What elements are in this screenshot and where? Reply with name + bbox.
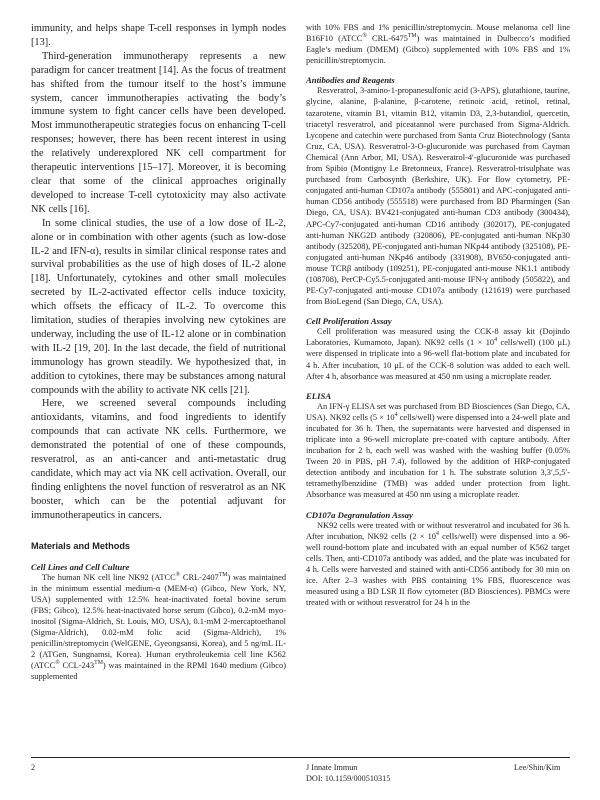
footer-rule [31,757,570,758]
running-authors: Lee/Shin/Kim [514,763,561,772]
paragraph-antibodies: Resveratrol, 3-amino-1-propanesulfonic acid (3-APS), glutathione, taurine, glycine, alanine, β-alanine, β-carotene, retinoic acid, retinol, retinal, tazarotene, vitamin B1, vitamin B12, vitamin D3, 2,3-butandiol, quercetin, triacetyl resveratrol, and piceatannol were purchased from Sigma-Aldrich. Lycopene and catechin were purchased from Santa Cruz Biotechnology (Santa Cruz, CA, USA). Resveratrol-3-O-glucuronide was purchased from Cayman Chemical (Ann Arbor, MI, USA). Resveratrol-4′-glucuronide was purchased from Spibio (Montigny Le Bretonneux, France). Resveratrol-trisulphate was purchased from Carbosynth (Berkshire, UK). For flow cytometry, PE-conjugated anti-human CD107a antibody (555801) and APC-conjugated anti-human CD56 antibody (555518) were purchased from BD Pharmingen (San Diego, CA, USA). BV421-conjugated anti-human CD3 antibody (300434), APC-Cy7-conjugated anti-human CD16 antibody (302017), PE-conjugated anti-human NKG2D antibody (320806), PE-conjugated anti-human NKp30 antibody (325208), PE-conjugated anti-human NKp44 antibody (325108), PE-conjugated anti-human NKp46 antibody (331908), BV650-conjugated anti-mouse TCRβ antibody (109251), PE-conjugated anti-mouse NK1.1 antibody (108708), PerCP-Cy5.5-conjugated anti-mouse IFN-γ antibody (505822), and PE-Cy7-conjugated anti-mouse CD107a antibody (121619) were purchased from BioLegend (San Diego, CA, USA). [306,86,570,307]
subheading-elisa: ELISA [306,390,332,401]
paragraph-cell-lines-continued: with 10% FBS and 1% penicillin/streptomycin. Mouse melanoma cell line B16F10 (ATCC® CRL-6475™) was maintained in Dulbecco’s modified Eagle’s medium (DMEM) (Gibco) supplemented with 10% FBS and 1% penicillin/streptomycin. [306,23,570,66]
paragraph-immunotherapy: Third-generation immunotherapy represents a new paradigm for cancer treatment [14]. As the focus of treatment has shifted from the tumour itself to the host’s immune system, cancer immunotherapies activating the body’s immune system to fight cancer cells have been developed. Most immunotherapeutic strategies focus on enhancing T-cell responses; however, there has been recent interest in using the relatively underexplored NK cell compartment for therapeutic interventions [15–17]. Moreover, it is becoming clear that some of the clinical approaches originally developed to increase T-cell cytotoxicity may also activate NK cells [16]. [31,50,286,215]
subheading-cell-lines: Cell Lines and Cell Culture [31,561,130,572]
paragraph-elisa: An IFN-γ ELISA set was purchased from BD Biosciences (San Diego, CA, USA). NK92 cells ($5 \times 10^4$ cells/well) were dispensed into a 24-well plate and incubated for 36 h. Then, the supernatants were harvested and dispensed in triplicate into a 96-well microplate pre-coated with capture antibody. After incubation for 2 h, each well was washed with the washing buffer (0.05% Tween 20 in PBS, pH 7.4), followed by the addition of HRP-conjugated detection antibody and incubation for 1 h. The substrate solution 3,3′,5,5′-tetramethylbenzidine (TMB) was added under protection from light. Absorbance was measured at 450 nm using a microplate reader. [306,401,570,500]
paragraph-intro-continued: immunity, and helps shape T-cell responses in lymph nodes [13]. [31,23,286,48]
subheading-proliferation: Cell Proliferation Assay [306,316,392,327]
paragraph-screening: Here, we screened several compounds including antioxidants, vitamins, and food ingredients to identify compounds that can activate NK cells. Furthermore, we demonstrated the potential of one of these compounds, resveratrol, as an anti-cancer and anti-metastatic drug candidate, which may act via NK cell activation. Overall, our finding enlightens the novel function of resveratrol as an NK booster, which can be the potential adjuvant for immunotherapeutics in cancers. [31,398,286,521]
paragraph-cell-lines: The human NK cell line NK92 (ATCC® CRL-2407™) was maintained in the minimum essential medium-α (MEM-α) (Gibco, New York, NY, USA) supplemented with 12.5% heat-inactivated foetal bovine serum (FBS; Gibco), 12.5% heat-inactivated horse serum (Gibco), 0.2-mM myo-inositol (Sigma-Aldrich, St. Louis, MO, USA), 0.1-mM 2-mercaptoethanol (Sigma-Aldrich), 0.02-mM folic acid (Sigma-Aldrich), 1% penicillin/streptomycin (WelGENE, Gyeongsansi, Korea), and 5 ng/mL IL-2 (ATGen, Sungnamsi, Korea). Human erythroleukemia cell line K562 (ATCC® CCL-243™) was maintained in the RPMI 1640 medium (Gibco) supplemented [31,571,287,682]
paragraph-cd107a: NK92 cells were treated with or without resveratrol and incubated for 36 h. After incubation, NK92 cells ($2 \times 10^4$ cells/well) were dispensed into a 96-well round-bottom plate and incubated with an equal number of K562 target cells. Then, anti-CD107a antibody was added, and the plate was incubated for 4 h. Cells were harvested and stained with anti-CD56 antibody for 30 min on ice. After 2–3 washes with PBS containing 1% FBS, fluorescence was measured using a BD LSR II flow cytometer (BD Biosciences). PBMCs were treated with or without resveratrol for 24 h in the [306,520,571,608]
page-number: 2 [31,763,36,772]
left-column [31,22,286,683]
subheading-cd107a: CD107a Degranulation Assay [306,509,413,520]
right-column [306,22,570,608]
paragraph-il2-studies: In some clinical studies, the use of a low dose of IL-2, alone or in combination with other agents (such as low-dose IL-2 and IFN-α), results in similar clinical response rates and survival probabilities as the use of high doses of IL-2 alone [18]. Unfortunately, cytokines and other small molecules secreted by IL-2-activated effector cells induce toxicity, which offsets the efficacy of IL-2. To overcome this limitation, studies of therapies involving new cytokines are underway, including the use of IL-12 alone or in combination with IL-2 [19, 20]. In the last decade, the field of nutritional immunology has grown steadily. We hypothesized that, in addition to cytokines, there may be substances among natural compounds with the ability to activate NK cells [21]. [31,217,286,396]
doi: DOI: 10.1159/000510315 [306,773,391,783]
section-heading-methods: Materials and Methods [31,540,131,551]
paragraph-proliferation: Cell proliferation was measured using the CCK-8 assay kit (Dojindo Laboratories, Kumamoto, Japan). NK92 cells ($1 \times 10^4$ cells/well) (100 μL) were dispensed in triplicate into a 96-well flat-bottom plate and incubated for 4 h. After incubation, 10 μL of the CCK-8 solution was added to each well. After 4 h, absorbance was measured at 450 nm using a microplate reader. [306,327,570,381]
subheading-antibodies: Antibodies and Reagents [306,75,395,86]
journal-name: J Innate Immun [306,763,358,772]
journal-info [306,763,390,785]
